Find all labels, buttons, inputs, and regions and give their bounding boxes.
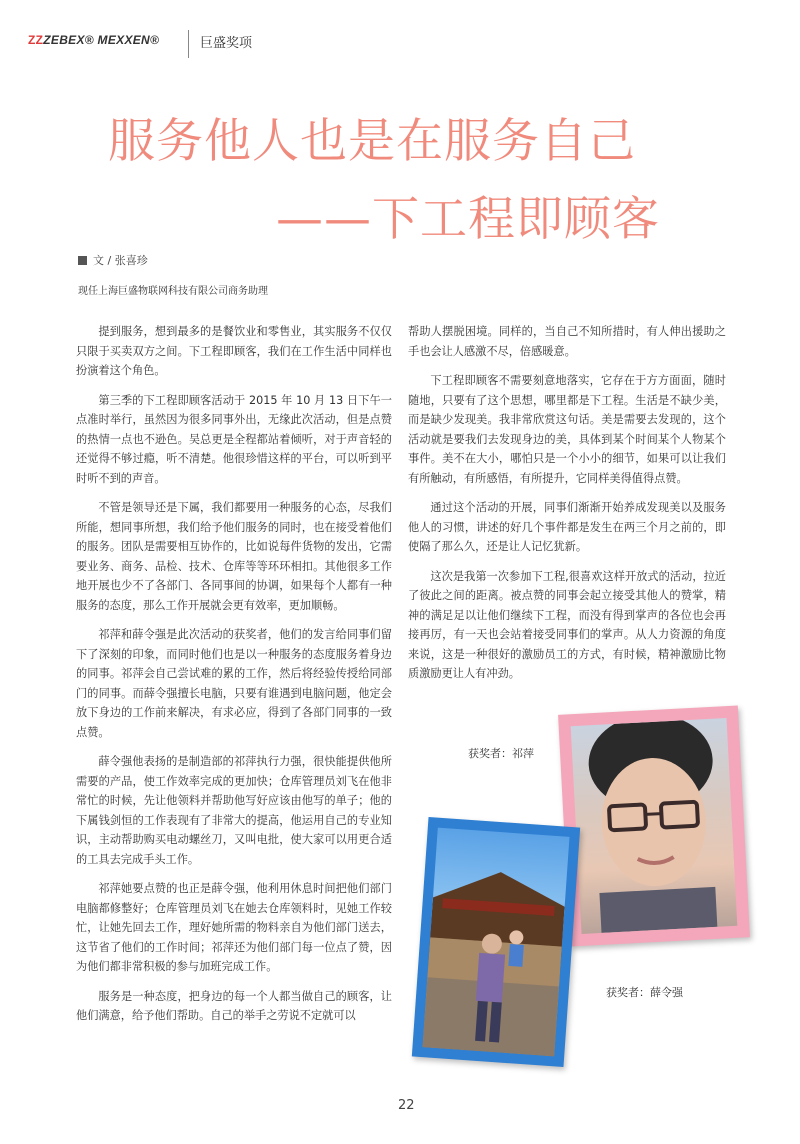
- portrait-photo: [571, 718, 738, 934]
- paragraph: 第三季的下工程即顾客活动于 2015 年 10 月 13 日下午一点准时举行，虽然因为很多同事外出，无缘此次活动，但是点赞的热情一点也不逊色。吴总更是全程都站着倾听，对于声音轻的还觉得不够过瘾，听不清楚。他很珍惜这样的平台，可以听到平时听不到的声音。: [76, 393, 392, 485]
- paragraph: 下工程即顾客不需要刻意地落实，它存在于方方面面，随时随地，只要有了这个思想，哪里都是下工程。生活是不缺少美，而是缺少发现美。我非常欣赏这句话。美是需要去发现的，这个活动就是要我们去发现身边的美，具体到某个时间某个人物某个事件。美不在大小，哪怕只是一个小小的细节，如果可以让我们有所触动，有所感悟，有所提升，它同样美得值得点赞。: [408, 374, 726, 485]
- section-label: 巨盛奖项: [200, 36, 253, 51]
- paragraph: 祁萍和薛令强是此次活动的获奖者，他们的发言给同事们留下了深刻的印象，而同时他们也是以一种服务的态度服务着身边的同事。祁萍会自己尝试难的累的工作，然后将经验传授给同部门的同事。而薛令强擅长电脑，只要有谁遇到电脑问题，他定会放下身边的工作前来解决，有求必应，得到了各部门同事的一致点赞。: [76, 628, 392, 739]
- header-divider: [188, 30, 189, 58]
- portrait-illustration-icon: [571, 718, 738, 934]
- article-column-left: [76, 322, 392, 1036]
- author-line: [78, 252, 148, 268]
- author-role: 现任上海巨盛物联网科技有限公司商务助理: [78, 286, 268, 297]
- paragraph: 这次是我第一次参加下工程,很喜欢这样开放式的活动，拉近了彼此之间的距离。被点赞的同事会起立接受其他人的赞掌，精神的满足足以让他们继续下工程，而没有得到掌声的各位也会再接再厉，有一天也会站着接受同事们的掌声。从人力资源的角度来说，这是一种很好的激励员工的方式，有时候，精神激励比物质激励更让人有冲劲。: [408, 569, 726, 680]
- award-photo-qiping: [558, 705, 750, 946]
- paragraph: 提到服务，想到最多的是餐饮业和零售业，其实服务不仅仅只限于买卖双方之间。下工程即顾客，我们在工作生活中同样也扮演着这个角色。: [76, 325, 392, 377]
- paragraph: 不管是领导还是下属，我们都要用一种服务的心态，尽我们所能，想同事所想，我们给予他们服务的同时，也在接受着他们的服务。团队是需要相互协作的，比如说每件货物的发出，它需要业务、商务、品检、技术、仓库等等环环相扣。其他很多工作地开展也少不了各部门、各同事间的协调，如果每个人都有一种服务的态度，那么工作开展就会更有效率，更加顺畅。: [76, 501, 392, 612]
- outdoor-photo: [422, 828, 569, 1057]
- paragraph: 祁萍她要点赞的也正是薛令强，他利用休息时间把他们部门电脑都修整好；仓库管理员刘飞在她去仓库领料时，见她工作较忙，让她先回去工作，理好她所需的物料亲自为他们部门送去，这节省了他们的工作时间；祁萍还为他们部门每一位点了赞，因为他们都非常积极的参与加班完成工作。: [76, 882, 392, 973]
- page-number: 22: [398, 1098, 415, 1113]
- paragraph: 通过这个活动的开展，同事们渐渐开始养成发现美以及服务他人的习惯，讲述的好几个事件都是发生在两三个月之前的，即使隔了那么久，还是让人记忆犹新。: [408, 501, 726, 553]
- article-column-right: [408, 322, 726, 694]
- paragraph-continued: 帮助人摆脱困境。同样的，当自己不知所措时，有人伸出援助之手也会让人感激不尽，倍感暖意。: [408, 325, 726, 358]
- square-bullet-icon: [78, 256, 87, 265]
- author-name: 文 / 张喜珍: [93, 254, 148, 267]
- caption-award-xuelingqiang: 获奖者：薛令强: [606, 986, 683, 999]
- award-photo-xuelingqiang: [412, 817, 580, 1067]
- brand-logo: ZZZEBEX® MEXXEN®: [28, 33, 160, 47]
- article-title-line1: 服务他人也是在服务自己: [108, 114, 636, 169]
- outdoor-scene-icon: [422, 828, 569, 1057]
- paragraph: 薛令强他表扬的是制造部的祁萍执行力强，很快能提供他所需要的产品，使工作效率完成的更加快；仓库管理员刘飞在他非常忙的时候，先让他领料并帮助他写好应该由他写的单子；他的下属钱剑恒的工作表现有了非常大的提高，他运用自己的专业知识，主动帮助购买电动螺丝刀，又叫电批，使大家可以用更合适的工具去完成手头工作。: [76, 755, 392, 866]
- caption-award-qiping: 获奖者：祁萍: [468, 747, 534, 760]
- paragraph: 服务是一种态度，把身边的每一个人都当做自己的顾客，让他们满意，给予他们帮助。自己的举手之劳说不定就可以: [76, 989, 392, 1022]
- article-title-line2: ——下工程即顾客: [276, 192, 660, 247]
- page-header: [28, 30, 308, 60]
